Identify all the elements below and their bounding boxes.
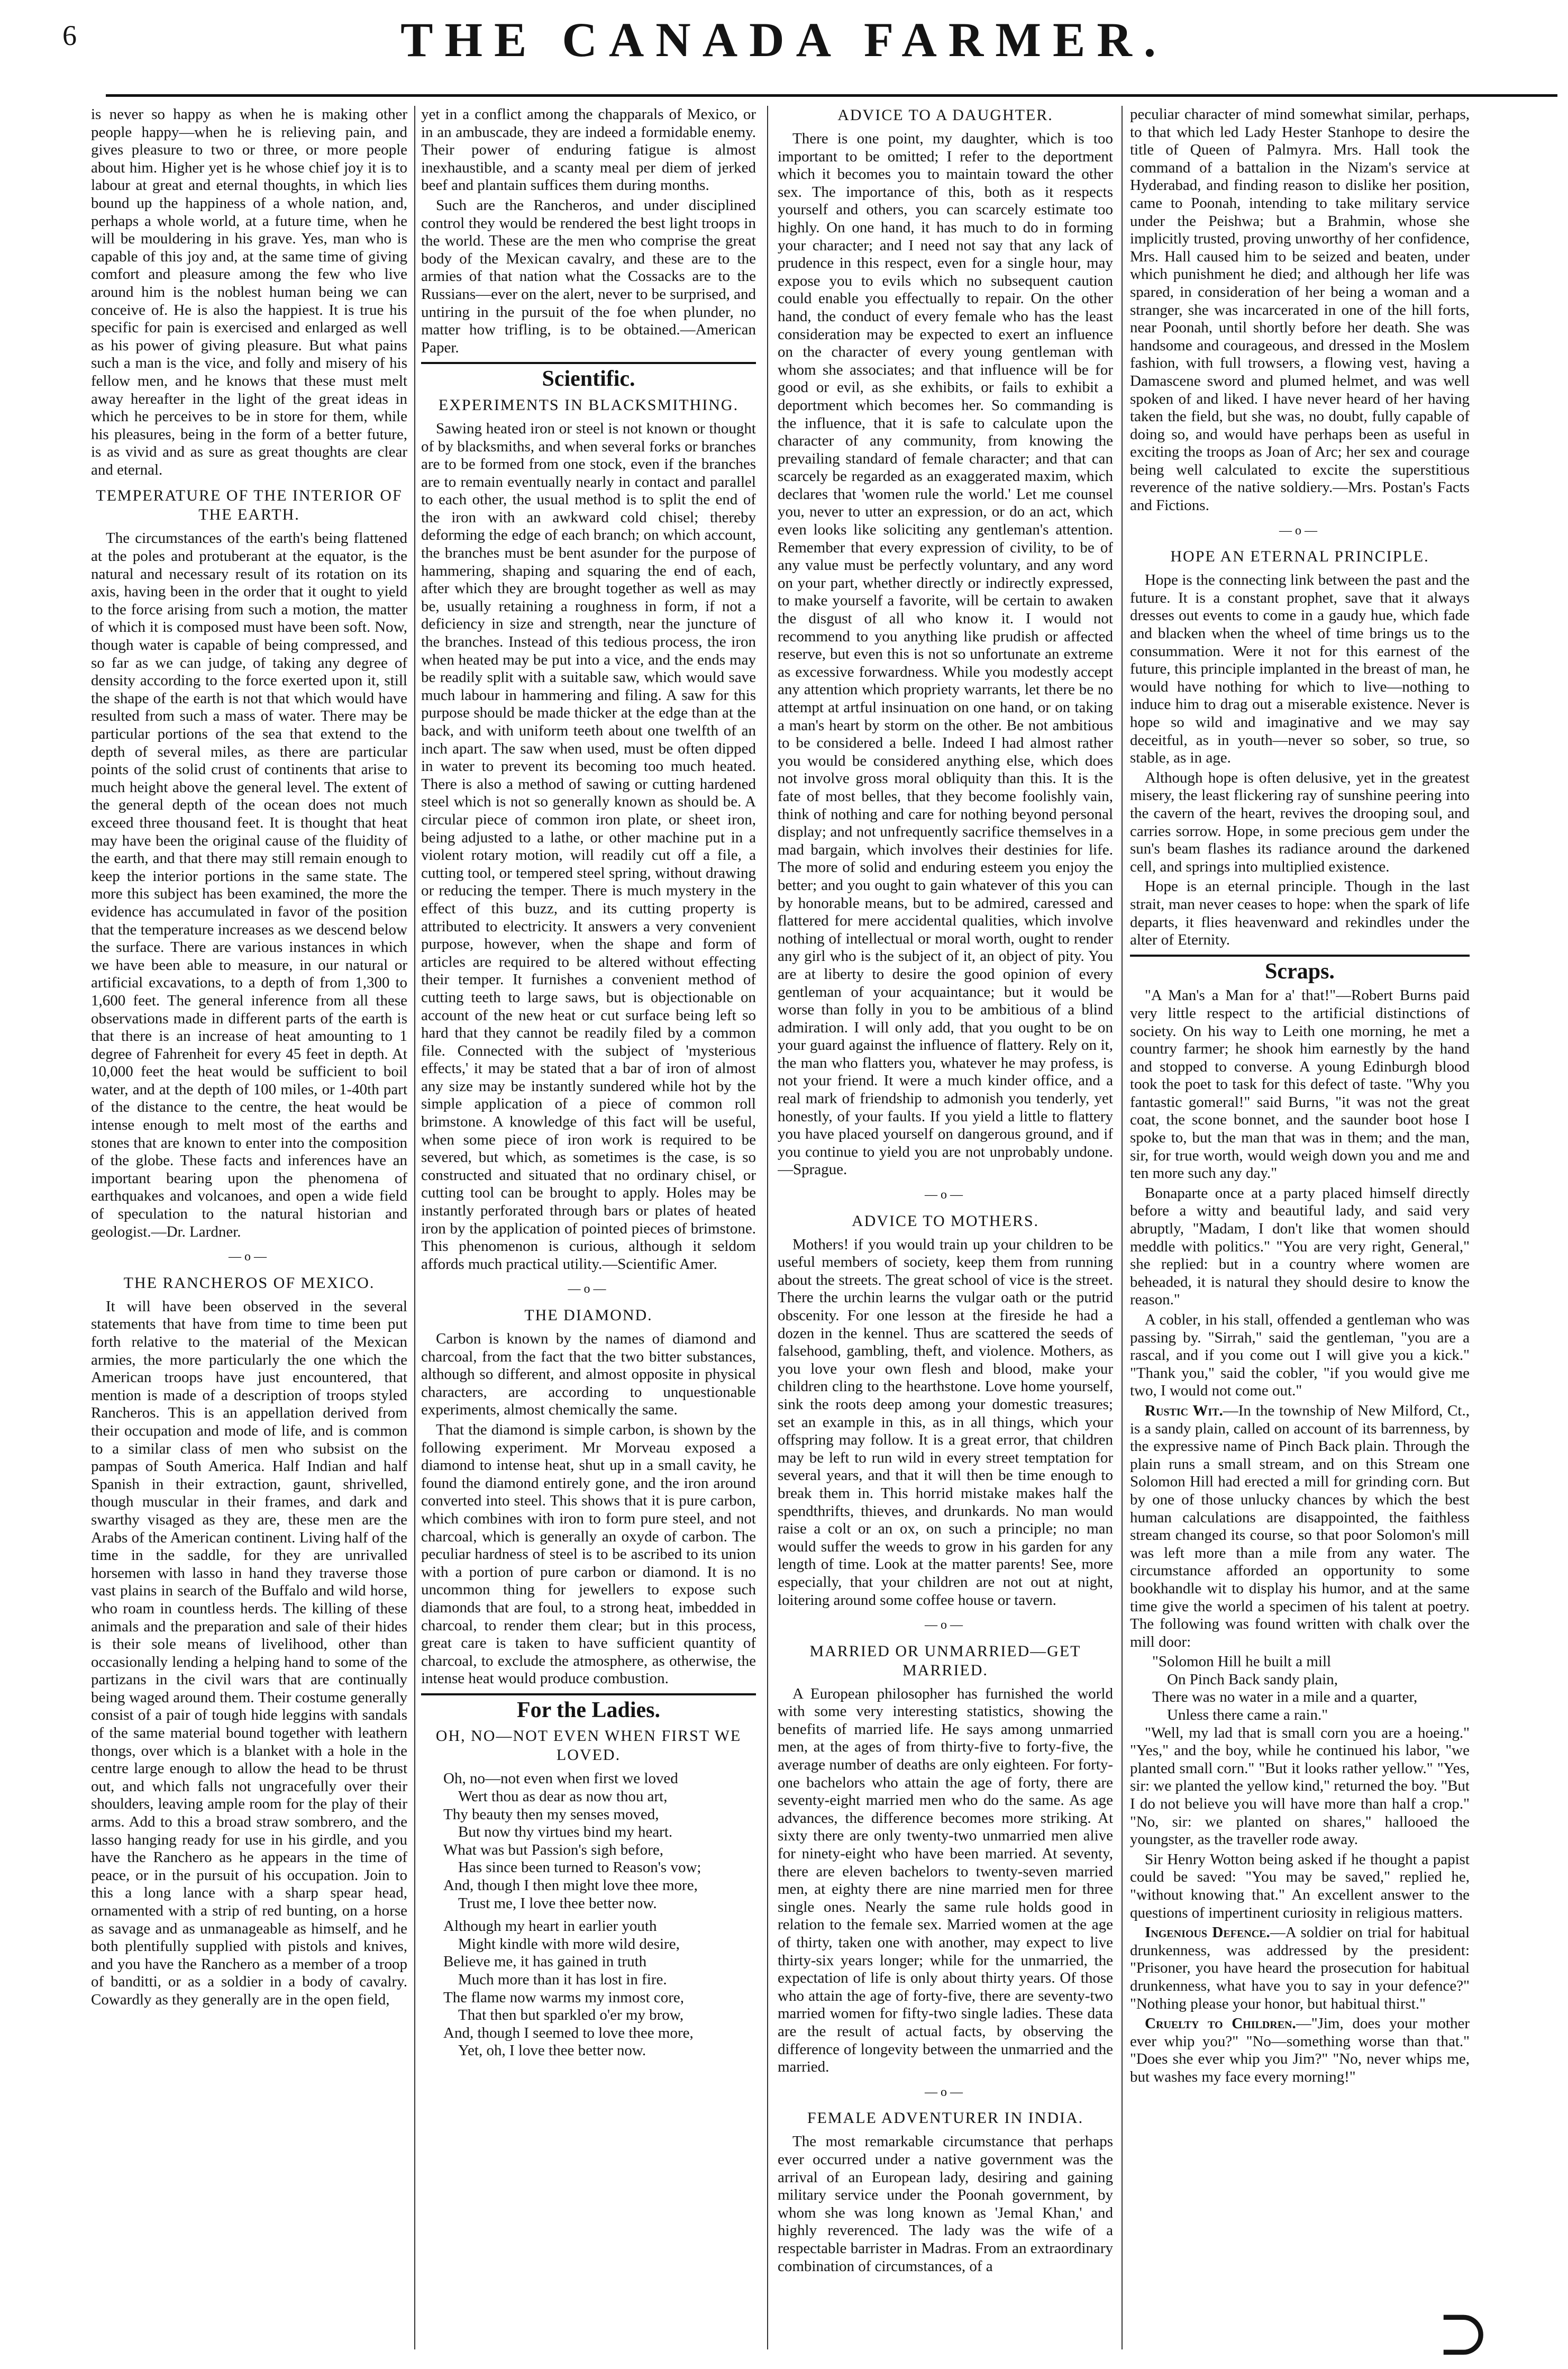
scrap-item — [1130, 1402, 1470, 1651]
scrap-heading: Cruelty to Children. — [1145, 2015, 1296, 2032]
article-heading: ADVICE TO MOTHERS. — [851, 1212, 1040, 1230]
article-continuation: is never so happy as when he is making other people happy—when he is relieving pain, and gives pleasure to two or three, or more people about him. Higher yet is he whose chief joy it is to labour at great and eternal thoughts, in which lies bound up the happiness of a whole nation, and, perhaps a whole world, at a future time, when he will be mouldering in his grave. Yes, man who is capable of this joy and, at the same time of giving comfort and pleasure among the few who live around him is the noblest human being we can conceive of. He is also the happiest. It is true his specific for pain is exercised and enlarged as well as his power of giving pleasure. But what pains such a man is the vice, and folly and misery of his fellow men, and he knows that these must melt away hereafter in the light of the great ideas in which he perceives to be in store for them, while his pleasures, being in the form of a better future, is as vivid and as sure as great thoughts are clear and eternal. — [91, 106, 407, 478]
scrap-heading: Ingenious Defence. — [1145, 1924, 1270, 1941]
article-continuation: yet in a conflict among the chapparals of Mexico, or in an ambuscade, they are indeed a formidable enemy. Their power of enduring fatigue is almost inexhaustible, and a scanty meal per diem of jerked beef and plantain suffices them during months. — [421, 106, 756, 194]
chalk-verse — [1152, 1653, 1470, 1724]
section-separator: —o— — [925, 1618, 966, 1632]
poem-line: Much more than it has lost in fire. — [458, 1971, 667, 1988]
article-body: It will have been observed in the several statements that have from time to time been put forth relative to the material of the Mexican armies, the more particularly the one which the American troops have just encountered, that mention is made of a description of troops styled Rancheros. This is an appellation derived from their occupation and mode of life, and is common to a similar class of men who subsist on the pampas of South America. Half Indian and half Spanish in their extraction, gaunt, shrivelled, though muscular in their frames, and dark and swarthy visaged as they are, these men are the Arabs of the American continent. Living half of the time in the saddle, for they are unrivalled horsemen with lasso in hand they traverse those vast plains in search of the Buffalo and wild horse, who roam in countless herds. The killing of these animals and the preparation and sale of their hides is their sole means of livelihood, other than occasionally lending a helping hand to some of the partizans in the civil wars that are continually being waged around them. Their costume generally consist of a pair of tough hide leggins with sandals of the same material bound together with leathern thongs, over which is a blanket with a hole in the centre large enough to allow the head to be thrust out, and which falls not ungracefully over their shoulders, leaving ample room for the play of their arms. Add to this a broad straw sombrero, and the lasso hanging ready for use in his girdle, and you have the Ranchero as he appears in the time of peace, or in the pursuit of his occupation. Join to this a long lance with a sharp spear head, ornamented with a strip of red bunting, on a horse as savage and as unmanageable as himself, and he both plentifully supplied with pistols and knives, and you have the Ranchero as a member of a troop of banditti, or as a soldier in a body of cavalry. Cowardly as they generally are in the open field, — [91, 1297, 407, 2008]
scrap-body: —In the township of New Milford, Ct., is a sandy plain, called on account of its barrenness, by the expressive name of Pinch Back plain. Through the plain runs a small stream, and on this Stream one Solomon Hill had erected a mill for grinding corn. But by one of those unlucky chances by which the best human calculations are disappointed, the faithless stream changed its course, so that poor Solomon's mill was left more than a mile from any water. The circumstance afforded an opportunity to some bookhandle wit to display his humor, and at the same time give the world a specimen of his talent at poetry. The following was found written with chalk over the mill door: — [1130, 1402, 1470, 1650]
scrap-item: Sir Henry Wotton being asked if he thought a papist could be saved: "You may be saved," replied he, "without knowing that." An excellent answer to the questions of impertinent curiosity in religious matters. — [1130, 1850, 1470, 1921]
section-separator: —o— — [925, 1188, 966, 1202]
verse-line: There was no water in a mile and a quarter, — [1152, 1689, 1418, 1706]
scrap-item: "A Man's a Man for a' that!"—Robert Burns paid very little respect to the artificial distinctions of society. On his way to Leith one morning, he met a country farmer; he shook him earnestly by the hand and stopped to converse. A young Edinburgh blood took the poet to task for this defect of taste. "Why you fantastic gomeral!" said Burns, "it was not the great coat, the scone bonnet, and the saunder boot hose I spoke to, but the man that was in them; and the man, sir, for true worth, would weigh down you and me and ten more such any day." — [1130, 987, 1470, 1182]
poem-line: The flame now warms my inmost core, — [443, 1989, 685, 2006]
poem-line: But now thy virtues bind my heart. — [458, 1823, 673, 1841]
masthead-title: THE CANADA FARMER. — [400, 13, 1168, 67]
scrap-item: Bonaparte once at a party placed himself directly before a witty and beautiful lady, and said very abruptly, "Madam, I don't like that women should meddle with politics." "You are very right, General," she replied: but in a country where women are beheaded, it is natural they should desire to know the reason." — [1130, 1184, 1470, 1309]
scrap-item — [1130, 2015, 1470, 2086]
article-body: Such are the Rancheros, and under disciplined control they would be rendered the best light troops in the world. These are the men who comprise the great body of the Mexican cavalry, and these are to the armies of that nation what the Cossacks are to the Russians—ever on the alert, never to be surprised, and untiring in the pursuit of the foe when plunder, no matter how trifling, is to be obtained.—American Paper. — [421, 196, 756, 356]
article-heading: FEMALE ADVENTURER IN INDIA. — [807, 2109, 1084, 2127]
scrap-body: —A soldier on trial for habitual drunkenness, was addressed by the president: "Prisoner, you have heard the prosecution for habitual drunkenness, what have you to say in your defence?" "Nothing please your honor, but habitual thirst." — [1130, 1924, 1470, 2012]
header-rule — [106, 94, 1557, 97]
column-divider — [767, 106, 768, 2349]
article-heading: TEMPERATURE OF THE INTERIOR OF THE EARTH. — [96, 487, 403, 524]
column-3 — [778, 106, 1113, 2349]
article-body: Carbon is known by the names of diamond and charcoal, from the fact that the two bitter substances, although so different, and almost opposite in physical characters, are according to unquestionable experiments, almost chemically the same. — [421, 1330, 756, 1419]
poem-line: Might kindle with more wild desire, — [458, 1935, 680, 1953]
scrap-body: —"Jim, does your mother ever whip you?" "No—something worse than that." "Does she ever whip you Jim?" "No, never whips me, but washes my face every morning!" — [1130, 2015, 1470, 2085]
margin-mark: ⊃ — [1437, 2298, 1490, 2368]
article-body: Hope is the connecting link between the past and the future. It is a constant prophet, save that it always dresses out events to come in a gaudy hue, which fade and blacken when the wheel of time brings us to the consummation. Were it not for this earnest of the future, this principle implanted in the breast of man, he would have nothing for which to live—nothing to induce him to drag out a miserable existence. Never is hope so wild and imaginative and we may say deceitful, as in youth—never so sober, so true, so stable, as in age. — [1130, 571, 1470, 767]
article-body: The most remarkable circumstance that perhaps ever occurred under a native government was the arrival of an European lady, desiring and gaining military service under the Poonah government, by whom she was long known as 'Jemal Khan,' and highly reverenced. The lady was the wife of a respectable barrister in Madras. From an extraordinary combination of circumstances, of a — [778, 2133, 1113, 2275]
verse-line: On Pinch Back sandy plain, — [1167, 1671, 1338, 1688]
section-heading: Scraps. — [1130, 955, 1470, 981]
article-heading: MARRIED OR UNMARRIED—GET MARRIED. — [809, 1642, 1081, 1679]
poem-heading: OH, NO—NOT EVEN WHEN FIRST WE LOVED. — [435, 1727, 742, 1764]
section-separator: —o— — [1279, 523, 1320, 538]
poem-line: Oh, no—not even when first we loved — [443, 1770, 678, 1787]
scrap-heading: Rustic Wit. — [1145, 1402, 1223, 1419]
scrap-item: "Well, my lad that is small corn you are a hoeing." "Yes," and the boy, while he continued his labor, "we planted small corn." "But it looks rather yellow." "Yes, sir: we planted the yellow kind," returned the boy. "But I do not believe you will have more than half a crop." "No, sir: we planted on shares," hallooed the youngster, as the traveller rode away. — [1130, 1724, 1470, 1848]
article-body: Hope is an eternal principle. Though in the last strait, man never ceases to hope: when the spark of life departs, it flies heavenward and rekindles under the alter of Eternity. — [1130, 878, 1470, 949]
scrap-item — [1130, 1924, 1470, 2013]
poem-line: Although my heart in earlier youth — [443, 1918, 657, 1935]
article-body: There is one point, my daughter, which is too important to be omitted; I refer to the deportment which it becomes you to maintain toward the other sex. The importance of this, both as it respects yourself and others, you can scarcely estimate too highly. On one hand, it has much to do in forming your character; and I need not say that any lack of prudence in this respect, even for a single hour, may expose you to evils which no subsequent caution could enable you effectually to repair. On the other hand, the conduct of every female who has the least consideration may be expected to exert an influence on the character of every young gentleman with whom she associates; and that influence will be for good or evil, as she exhibits, or fails to exhibit a deportment which becomes her. So commanding is the influence, that it is safe to calculate upon the character of any community, from knowing the prevailing standard of female character; and that can scarcely be regarded as an exaggerated maxim, which declares that 'women rule the world.' Let me counsel you, never to utter an expression, or do an act, which even looks like soliciting any gentleman's attention. Remember that every expression of civility, to be of any value must be perfectly voluntary, and any word on your part, whether directly or indirectly expressed, to make yourself a favorite, will be certain to awaken the disgust of all who know it. I would not recommend to you anything like prudish or affected reserve, but even this is not so unfortunate an extreme as excessive forwardness. While you modestly accept any attention which propriety warrants, let there be no attempt at artful insinuation on one hand, or on taking a man's heart by storm on the other. Be not ambitious to be considered a belle. Indeed I had almost rather you would be considered anything else, which does not involve gross moral obliquity than this. It is the fate of most belles, that they become foolishly vain, think of nothing and care for nothing beyond personal display; and not unfrequently sacrifice themselves in a mad bargain, which involves their destinies for life. The more of solid and enduring esteem you enjoy the better; and you ought to gain whatever of this you can by honorable means, but to be admired, caressed and flattered for mere accidental qualities, which involve nothing of intellectual or moral worth, ought to render any girl who is the subject of it, an object of pity. You are at liberty to desire the good opinion of every gentleman of your acquaintance; but it would be worse than folly in you to be ambitious of a blind admiration. I will only add, that you ought to be on your guard against the influence of flattery. Rely on it, the man who flatters you, whatever he may profess, is not your friend. It were a much kinder office, and a real mark of friendship to admonish you tenderly, yet honestly, of your faults. If you yield a little to flattery you have placed yourself on dangerous ground, and if you continue to yield you are not unprobably undone.—Sprague. — [778, 130, 1113, 1178]
poem-line: Wert thou as dear as now thou art, — [458, 1788, 668, 1805]
scrap-item: A cobler, in his stall, offended a gentleman who was passing by. "Sirrah," said the gentleman, "you are a rascal, and if you come out I will give you a kick." "Thank you," said the cobler, "if you would give me two, I would not come out." — [1130, 1311, 1470, 1400]
column-1 — [91, 106, 407, 2349]
article-heading: ADVICE TO A DAUGHTER. — [837, 106, 1053, 124]
section-separator: —o— — [568, 1282, 609, 1296]
poem — [443, 1770, 756, 2060]
section-separator: —o— — [925, 2085, 966, 2099]
article-heading: THE DIAMOND. — [524, 1306, 653, 1324]
column-2 — [421, 106, 756, 2349]
poem-line: That then but sparkled o'er my brow, — [458, 2007, 684, 2024]
verse-line: Unless there came a rain." — [1167, 1707, 1328, 1724]
article-continuation: peculiar character of mind somewhat similar, perhaps, to that which led Lady Hester Stanhope to desire the title of Queen of Palmyra. Mrs. Hall took the command of a battalion in the Nizam's service at Hyderabad, and finding reason to dislike her position, came to Poonah, intending to take military service under the Peishwa; but a Brahmin, whose she implicitly trusted, proving unworthy of her confidence, Mrs. Hall caused him to be seized and beaten, under which punishment he died; and although her life was spared, in consideration of her being a woman and a stranger, she was incarcerated in one of the hill forts, near Poonah, until shortly before her death. She was handsome and courageous, and dressed in the Moslem fashion, with full trowsers, a flowing vest, having a Damascene sword and plumed helmet, and was well spoken of and liked. I have never heard of her having taken the field, but she was, no doubt, fully capable of doing so, and would have perhaps been as useful in exciting the troops as Joan of Arc; her sex and courage being well calculated to excite the superstitious reverence of the native soldiery.—Mrs. Postan's Facts and Fictions. — [1130, 106, 1470, 514]
section-heading: Scientific. — [421, 362, 756, 388]
poem-line: And, though I seemed to love thee more, — [443, 2024, 694, 2041]
article-body: The circumstances of the earth's being flattened at the poles and protuberant at the equator, is the natural and necessary result of its rotation on its axis, having been in the order that it ought to yield to the force arising from such a motion, the matter of which it is composed must have been soft. Now, though water is capable of being compressed, and so far as we can judge, of taking any degree of density according to the force exerted upon it, still the shape of the earth is not that which would have resulted from such a mass of water. There may be particular portions of the sea that extend to the depth of several miles, as there are particular points of the solid crust of continents that arise to much height above the general level. The extent of the general depth of the ocean does not much exceed three thousand feet. It is thought that heat may have been the original cause of the fluidity of the earth, and that there may still remain enough to keep the interior portions in the same state. The more this subject has been examined, the more the evidence has accumulated in favor of the position that the temperature increases as we descend below the surface. There are various instances in which we have been able to measure, in our natural or artificial excavations, to a depth of from 1,300 to 1,600 feet. The general inference from all these observations made in different parts of the earth is that there is an increase of heat amounting to 1 degree of Fahrenheit for every 45 feet in depth. At 10,000 feet the heat would be sufficient to boil water, and at the depth of 100 miles, or 1-40th part of the distance to the centre, the heat would be intense enough to melt most of the earths and stones that are known to enter into the composition of the globe. These facts and inferences have an important bearing upon the phenomena of earthquakes and volcanoes, and open a wide field of speculation to the natural historian and geologist.—Dr. Lardner. — [91, 530, 407, 1240]
article-body: That the diamond is simple carbon, is shown by the following experiment. Mr Morveau exposed a diamond to intense heat, shut up in a small cavity, he found the diamond entirely gone, and the iron around converted into steel. This shows that it is pure carbon, which combines with iron to form pure steel, and not charcoal, which is generally an oxyde of carbon. The peculiar hardness of steel is to be ascribed to its union with a portion of pure carbon or diamond. It is no uncommon thing for jewellers to expose such diamonds that are foul, to a strong heat, imbedded in charcoal, to render them clear; but in this process, great care is taken to have sufficient quantity of charcoal, to exclude the atmosphere, as otherwise, the intense heat would produce combustion. — [421, 1421, 756, 1687]
poem-line: What was but Passion's sigh before, — [443, 1841, 663, 1858]
poem-line: Yet, oh, I love thee better now. — [458, 2042, 646, 2059]
page-number: 6 — [62, 20, 77, 51]
column-divider — [414, 106, 415, 2349]
article-heading: HOPE AN ETERNAL PRINCIPLE. — [1170, 548, 1429, 566]
poem-line: Trust me, I love thee better now. — [458, 1894, 657, 1912]
column-divider — [1122, 106, 1123, 2349]
section-heading: For the Ladies. — [421, 1693, 756, 1720]
poem-line: And, though I then might love thee more, — [443, 1877, 698, 1894]
poem-line: Thy beauty then my senses moved, — [443, 1805, 659, 1823]
verse-line: "Solomon Hill he built a mill — [1152, 1653, 1332, 1671]
poem-line: Has since been turned to Reason's vow; — [458, 1859, 701, 1876]
column-4 — [1130, 106, 1470, 2349]
article-body: Although hope is often delusive, yet in the greatest misery, the least flickering ray of sunshine peering into the cavern of the heart, revives the drooping soul, and carries sorrow. Hope, in some precious gem under the sun's beam flashes its radiance around the darkened cell, and springs into multiplied existence. — [1130, 769, 1470, 875]
article-body: Mothers! if you would train up your children to be useful members of society, keep them from running about the streets. The great school of vice is the street. There the urchin learns the vulgar oath or the putrid obscenity. For one lesson at the fireside he had a dozen in the kennel. Thus are scattered the seeds of falsehood, gambling, theft, and violence. Mothers, as you love your own flesh and blood, make your children cling to the hearthstone. Love home yourself, sink the roots deep among your domestic treasures; set an example in this, as in all things, which your offspring may follow. It is a great error, that children may be left to run wild in every street temptation for several years, and that it will then be time enough to break them in. This horrid mistake makes half the spendthrifts, thieves, and drunkards. No man would raise a colt or an ox, on such a principle; no man would suffer the weeds to grow in his garden for any length of time. Look at the matter parents! See, more especially, that your children are not out at night, loitering around some coffee house or tavern. — [778, 1236, 1113, 1609]
article-heading: EXPERIMENTS IN BLACKSMITHING. — [438, 396, 739, 414]
article-body: Sawing heated iron or steel is not known or thought of by blacksmiths, and when several forks or branches are to be formed from one stock, even if the branches are to remain eventually nearly in contact and parallel to each other, the usual method is to split the end of the iron with an awkward cold chisel; thereby deforming the edge of each branch; on which account, the branches must be bent asunder for the purpose of hammering, shaping and squaring the end of each, after which they are brought together as well as may be, usually retaining a roughness in form, if not a deficiency in size and strength, near the juncture of the branches. Instead of this tedious process, the iron when heated may be put into a vice, and the ends may be readily split with a suitable saw, which would save much labour in hammering and filing. A saw for this purpose should be made thicker at the edge than at the back, and with uniform teeth about one twelfth of an inch apart. The saw when used, must be often dipped in water to prevent its becoming too much heated. There is also a method of sawing or cutting hardened steel which is not so generally known as should be. A circular piece of common iron plate, or sheet iron, being adjusted to a lathe, or other machine put in a violent rotary motion, will readily cut off a file, a cutting tool, or tempered steel spring, without drawing or reducing the temper. There is much mystery in the effect of this buzz, and its cutting property is attributed to electricity. It answers a very convenient purpose, however, when the shape and form of articles are required to be altered without effecting their temper. It furnishes a convenient method of cutting teeth to large saws, but is objectionable on account of the new heat or cut surface being left so hard that they cannot be readily filed by a common file. Connected with the subject of 'mysterious effects,' it may be stated that a bar of iron of almost any size may be instantly sundered while hot by the simple application of a piece of common roll brimstone. A knowledge of this fact will be useful, when some piece of iron work is required to be severed, but which, as sometimes is the case, is so constructed and situated that no ordinary chisel, or cutting tool can be brought to apply. Holes may be instantly perforated through bars or plates of heated iron by the application of pointed pieces of brimstone. This phenomenon is curious, although it seldom affords much practical utility.—Scientific Amer. — [421, 420, 756, 1273]
article-body: A European philosopher has furnished the world with some very interesting statistics, showing the benefits of married life. He says among unmarried men, at the ages of from thirty-five to forty-five, the average number of deaths are only eighteen. For forty-one bachelors who attain the age of forty, there are seventy-eight married men who do the same. As age advances, the difference becomes more striking. At sixty there are only twenty-two unmarried men alive for ninety-eight who have been married. At seventy, there are eleven bachelors to twenty-seven married men, at eighty there are nine married men for three single ones. Nearly the same rule holds good in relation to the female sex. Married women at the age of thirty, taken one with another, may expect to live thirty-six years longer; while for the unmarried, the expectation of life is only about thirty years. Of those who attain the age of forty-five, there are seventy-two married women for fifty-two single ladies. These data are the result of actual facts, by observing the difference of longevity between the unmarried and the married. — [778, 1685, 1113, 2076]
section-separator: —o— — [229, 1250, 270, 1264]
article-heading: THE RANCHEROS OF MEXICO. — [123, 1274, 375, 1292]
poem-line: Believe me, it has gained in truth — [443, 1953, 647, 1971]
